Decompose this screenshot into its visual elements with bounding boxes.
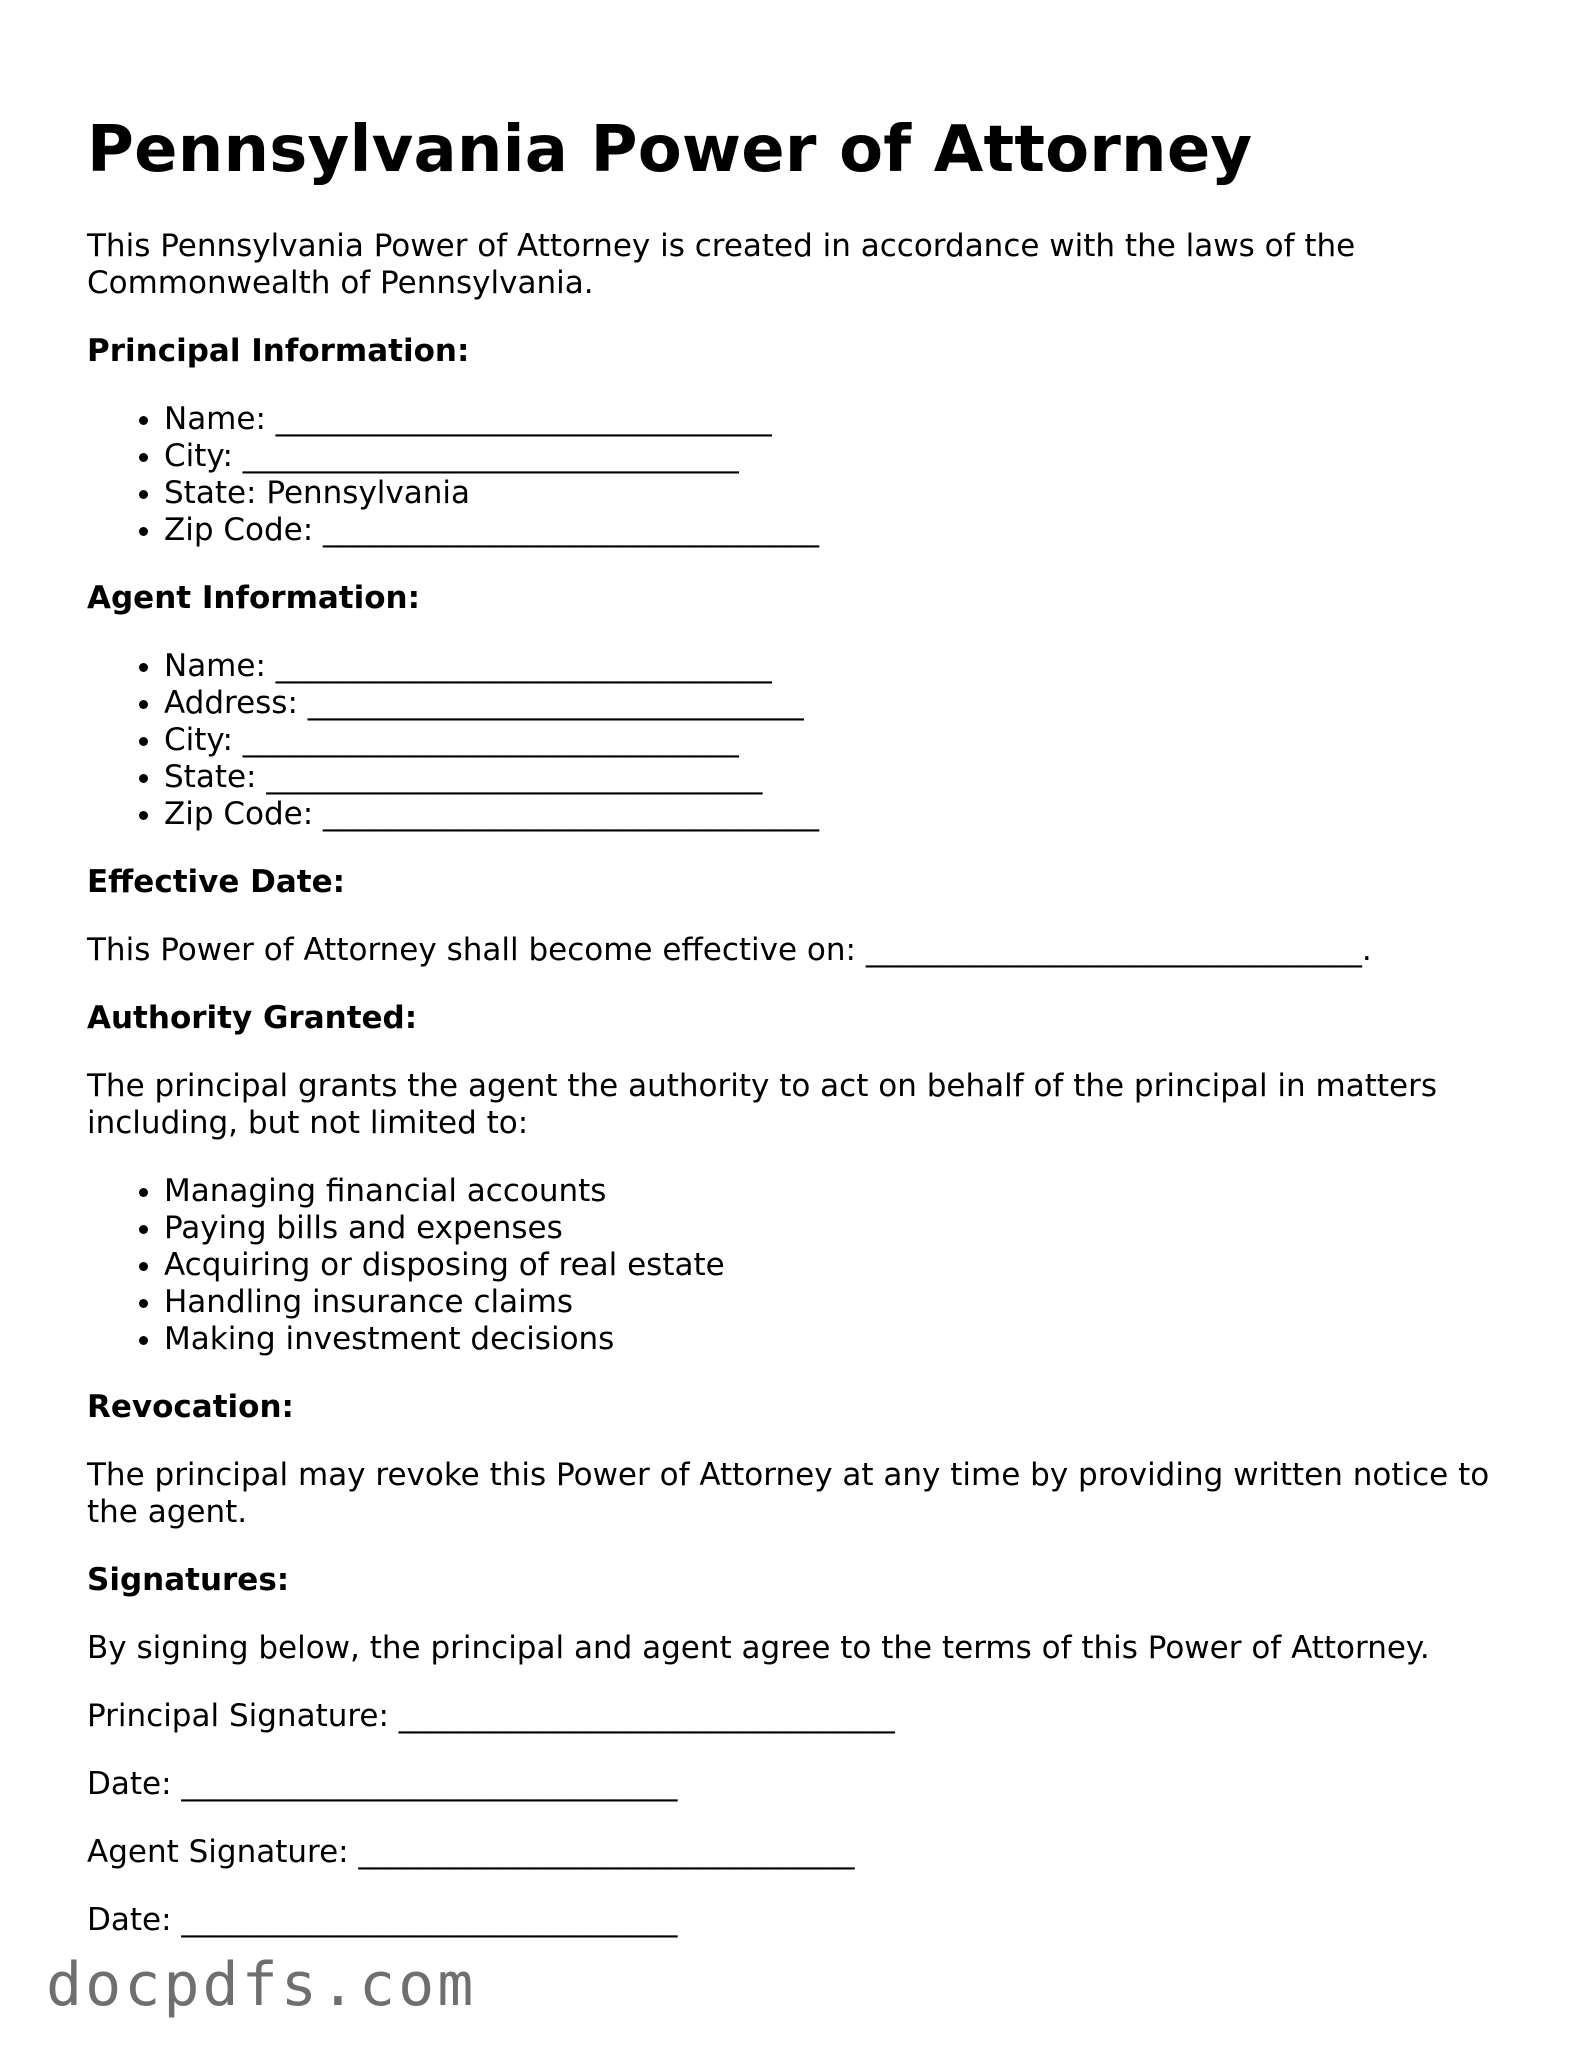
- principal-date-field[interactable]: Date: ________________________________: [87, 1766, 678, 1802]
- authority-paragraph: The principal grants the agent the authority to act on behalf of the principal in matters including, but not limited to:: [87, 1068, 1437, 1141]
- principal-list: [87, 401, 1507, 549]
- list-item: • Paying bills and expenses: [164, 1210, 1507, 1247]
- revocation-heading: Revocation:: [87, 1389, 294, 1425]
- principal-heading: Principal Information:: [87, 333, 470, 369]
- list-item: • Handling insurance claims: [164, 1284, 1507, 1321]
- agent-list: [87, 648, 1507, 833]
- document-title: Pennsylvania Power of Attorney: [87, 113, 1253, 187]
- list-item: • Making investment decisions: [164, 1321, 1507, 1358]
- signatures-heading: Signatures:: [87, 1562, 290, 1598]
- authority-heading: Authority Granted:: [87, 1000, 418, 1036]
- principal-state-field: • State: Pennsylvania: [164, 475, 1507, 512]
- agent-signature-field[interactable]: Agent Signature: ________________________________: [87, 1834, 855, 1870]
- intro-paragraph: This Pennsylvania Power of Attorney is created in accordance with the laws of the Commonwealth of Pennsylvania.: [87, 228, 1356, 301]
- agent-heading: Agent Information:: [87, 580, 420, 616]
- principal-signature-field[interactable]: Principal Signature: ________________________________: [87, 1698, 895, 1734]
- list-item: • Acquiring or disposing of real estate: [164, 1247, 1507, 1284]
- agent-city-field[interactable]: • City: ________________________________: [164, 722, 1507, 759]
- signatures-paragraph: By signing below, the principal and agent agree to the terms of this Power of Attorney.: [87, 1630, 1430, 1666]
- document-page: [87, 110, 1507, 1970]
- authority-list: [87, 1173, 1507, 1358]
- principal-zip-field[interactable]: • Zip Code: ________________________________: [164, 512, 1507, 549]
- watermark: docpdfs.com: [46, 1950, 477, 2020]
- agent-name-field[interactable]: • Name: ________________________________: [164, 648, 1507, 685]
- agent-address-field[interactable]: • Address: ________________________________: [164, 685, 1507, 722]
- effective-date-field[interactable]: This Power of Attorney shall become effective on: ________________________________.: [87, 932, 1372, 968]
- agent-date-field[interactable]: Date: ________________________________: [87, 1902, 678, 1938]
- effective-date-heading: Effective Date:: [87, 864, 346, 900]
- list-item: • Managing financial accounts: [164, 1173, 1507, 1210]
- agent-zip-field[interactable]: • Zip Code: ________________________________: [164, 796, 1507, 833]
- revocation-paragraph: The principal may revoke this Power of Attorney at any time by providing written notice to the agent.: [87, 1457, 1490, 1530]
- principal-name-field[interactable]: • Name: ________________________________: [164, 401, 1507, 438]
- agent-state-field[interactable]: • State: ________________________________: [164, 759, 1507, 796]
- principal-city-field[interactable]: • City: ________________________________: [164, 438, 1507, 475]
